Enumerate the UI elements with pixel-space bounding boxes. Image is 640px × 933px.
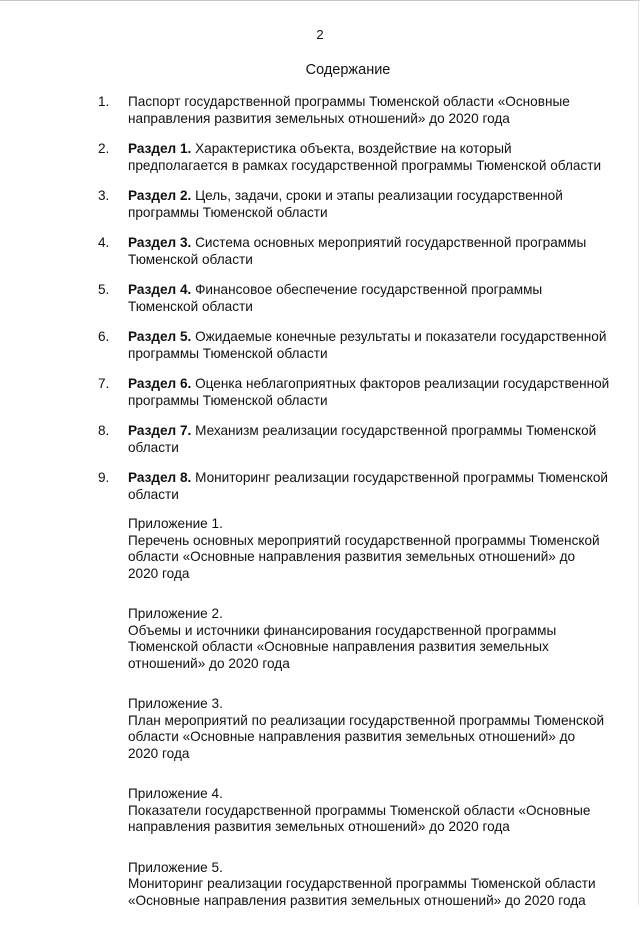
toc-item-title: Паспорт государственной программы Тюменской области «Основные направления развития земельных отношений» до 2020 года: [128, 94, 570, 126]
toc-item-number: 9.: [98, 470, 110, 485]
toc-item-section: Раздел 5.: [128, 329, 192, 344]
appendix-label: Приложение 5.: [128, 859, 223, 875]
appendix-item: [128, 860, 608, 910]
appendix-item: [128, 516, 608, 582]
toc-item-text: [128, 423, 610, 456]
toc-item-text: [128, 94, 610, 127]
toc-item-number: 6.: [98, 329, 110, 344]
appendix-label: Приложение 3.: [128, 696, 223, 711]
toc-item-title: Оценка неблагоприятных факторов реализации государственной программы Тюменской области: [128, 376, 610, 408]
toc-item: [98, 470, 610, 517]
appendix-text: Показатели государственной программы Тюменской области «Основные направления развития земельных отношений» до 2020 года: [128, 802, 591, 834]
toc-item-number: 8.: [98, 423, 110, 438]
appendix-item: [128, 786, 608, 836]
scan-edge-right: [638, 0, 639, 905]
toc-item-title: Цель, задачи, сроки и этапы реализации государственной программы Тюменской области: [128, 188, 563, 220]
toc-item-number: 1.: [98, 94, 110, 109]
toc-item: [98, 141, 610, 188]
appendix-list: [128, 516, 608, 933]
appendix-text: Мониторинг реализации государственной программы Тюменской области «Основные направления развития земельных отношений» до 2020 года: [128, 876, 596, 908]
toc-item-number: 2.: [98, 141, 110, 156]
toc-item: [98, 188, 610, 235]
toc-item-title: Система основных мероприятий государственной программы Тюменской области: [128, 235, 587, 267]
toc-item-text: [128, 188, 610, 221]
scan-edge-top: [0, 0, 640, 1]
appendix-label: Приложение 4.: [128, 786, 223, 801]
toc-item-section: Раздел 7.: [128, 423, 192, 438]
page-title: Содержание: [305, 62, 391, 78]
toc-item: [98, 282, 610, 329]
toc-item: [98, 235, 610, 282]
toc-item-title: Мониторинг реализации государственной программы Тюменской области: [128, 470, 609, 502]
appendix-text: Объемы и источники финансирования государственной программы Тюменской области «Основные направления развития земельных отношений» до 2020 года: [128, 622, 557, 671]
toc-item-text: [128, 141, 610, 174]
toc-item-section: Раздел 1.: [128, 141, 192, 156]
toc-item-number: 7.: [98, 376, 110, 391]
table-of-contents: [98, 94, 610, 517]
toc-item-number: 4.: [98, 235, 110, 250]
toc-item-text: [128, 235, 610, 268]
page-number: 2: [316, 27, 324, 42]
toc-item: [98, 94, 610, 141]
toc-item-text: [128, 282, 610, 315]
appendix-label: Приложение 1.: [128, 516, 223, 531]
appendix-item: [128, 696, 608, 762]
toc-item-title: Механизм реализации государственной программы Тюменской области: [128, 423, 597, 455]
toc-item-section: Раздел 8.: [128, 470, 192, 485]
toc-item-text: [128, 329, 610, 362]
toc-item: [98, 376, 610, 423]
toc-item-section: Раздел 6.: [128, 376, 192, 391]
toc-item: [98, 329, 610, 376]
toc-item-text: [128, 376, 610, 409]
toc-item-section: Раздел 2.: [128, 188, 192, 203]
toc-item-title: Ожидаемые конечные результаты и показатели государственной программы Тюменской области: [128, 329, 607, 361]
toc-item-title: Финансовое обеспечение государственной программы Тюменской области: [128, 282, 543, 314]
toc-item-number: 3.: [98, 188, 110, 203]
appendix-item: [128, 606, 608, 672]
toc-item-text: [128, 470, 610, 503]
toc-item-number: 5.: [98, 282, 110, 297]
toc-item: [98, 423, 610, 470]
toc-item-section: Раздел 4.: [128, 282, 192, 297]
appendix-text: Перечень основных мероприятий государственной программы Тюменской области «Основные направления развития земельных отношений» до 2020 года: [128, 532, 600, 581]
toc-item-title: Характеристика объекта, воздействие на который предполагается в рамках государственной программы Тюменской области: [128, 141, 602, 173]
appendix-label: Приложение 2.: [128, 606, 223, 621]
toc-item-section: Раздел 3.: [128, 235, 192, 250]
appendix-text: План мероприятий по реализации государственной программы Тюменской области «Основные направления развития земельных отношений» до 2020 года: [128, 712, 605, 761]
